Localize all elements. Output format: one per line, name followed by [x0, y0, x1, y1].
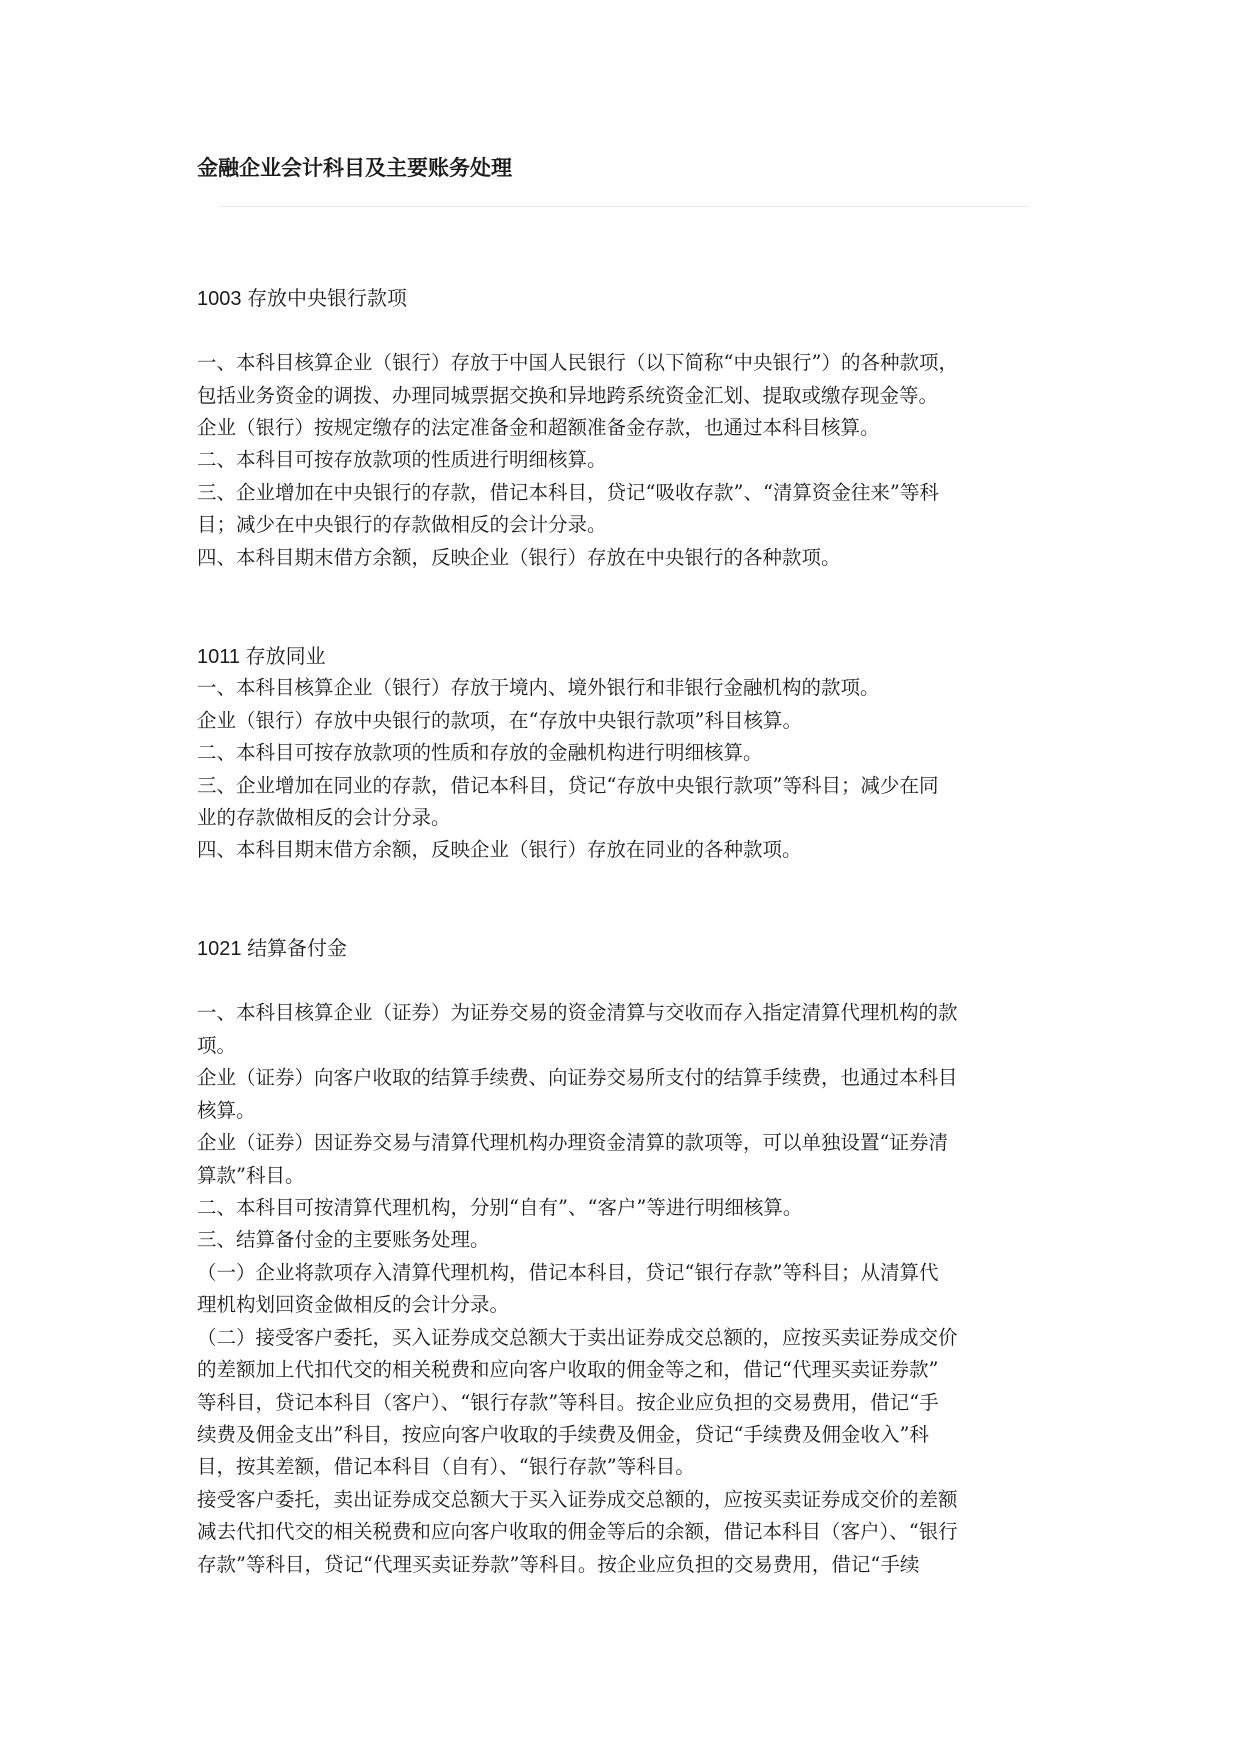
paragraph-line: 的差额加上代扣代交的相关税费和应向客户收取的佣金等之和，借记“代理买卖证券款”: [197, 1358, 939, 1381]
account-code: 1003: [197, 288, 242, 310]
account-code: 1011: [197, 646, 241, 668]
paragraph-line: 一、本科目核算企业（证券）为证券交易的资金清算与交收而存入指定清算代理机构的款: [197, 1001, 958, 1024]
paragraph-line: 等科目，贷记本科目（客户）、“银行存款”等科目。按企业应负担的交易费用，借记“手: [197, 1391, 939, 1414]
paragraph-line: 业的存款做相反的会计分录。: [197, 806, 451, 829]
paragraph-line: 核算。: [197, 1099, 256, 1122]
document-title: 金融企业会计科目及主要账务处理: [197, 156, 512, 180]
paragraph-line: 二、本科目可按清算代理机构，分别“自有”、“客户”等进行明细核算。: [197, 1196, 803, 1219]
section-heading-1011: [197, 640, 326, 673]
paragraph-line: 目，按其差额，借记本科目（自有）、“银行存款”等科目。: [197, 1455, 695, 1478]
paragraph-line: 减去代扣代交的相关税费和应向客户收取的佣金等后的余额，借记本科目（客户）、“银行: [197, 1520, 958, 1543]
paragraph-line: 续费及佣金支出”科目，按应向客户收取的手续费及佣金，贷记“手续费及佣金收入”科: [197, 1423, 929, 1446]
paragraph-line: 三、企业增加在同业的存款，借记本科目，贷记“存放中央银行款项”等科目；减少在同: [197, 774, 939, 797]
account-code: 1021: [197, 938, 242, 960]
paragraph-line: 理机构划回资金做相反的会计分录。: [197, 1293, 510, 1316]
paragraph-line: 四、本科目期末借方余额，反映企业（银行）存放在中央银行的各种款项。: [197, 546, 841, 569]
section-heading-1021: [197, 932, 347, 965]
paragraph-line: 一、本科目核算企业（银行）存放于境内、境外银行和非银行金融机构的款项。: [197, 676, 880, 699]
paragraph-line: （一）企业将款项存入清算代理机构，借记本科目，贷记“银行存款”等科目；从清算代: [197, 1261, 939, 1284]
title-divider: [220, 206, 1028, 207]
paragraph-line: 项。: [197, 1034, 237, 1057]
paragraph-line: 存款”等科目，贷记“代理买卖证券款”等科目。按企业应负担的交易费用，借记“手续: [197, 1553, 920, 1576]
account-name: 存放中央银行款项: [247, 286, 408, 310]
paragraph-line: 算款”科目。: [197, 1164, 305, 1187]
paragraph-line: 二、本科目可按存放款项的性质和存放的金融机构进行明细核算。: [197, 741, 763, 764]
paragraph-line: 四、本科目期末借方余额，反映企业（银行）存放在同业的各种款项。: [197, 838, 802, 861]
section-heading-1003: [197, 282, 407, 315]
paragraph-line: 三、企业增加在中央银行的存款，借记本科目，贷记“吸收存款”、“清算资金往来”等科: [197, 481, 939, 504]
account-name: 结算备付金: [247, 936, 348, 960]
paragraph-line: 企业（证券）因证券交易与清算代理机构办理资金清算的款项等，可以单独设置“证券清: [197, 1131, 948, 1154]
account-name: 存放同业: [245, 644, 326, 668]
paragraph-line: 二、本科目可按存放款项的性质进行明细核算。: [197, 448, 607, 471]
paragraph-line: 目；减少在中央银行的存款做相反的会计分录。: [197, 513, 607, 536]
paragraph-line: 企业（证券）向客户收取的结算手续费、向证券交易所支付的结算手续费，也通过本科目: [197, 1066, 958, 1089]
paragraph-line: 一、本科目核算企业（银行）存放于中国人民银行（以下简称“中央银行”）的各种款项，: [197, 351, 958, 374]
paragraph-line: 企业（银行）存放中央银行的款项，在“存放中央银行款项”科目核算。: [197, 709, 802, 732]
paragraph-line: 接受客户委托，卖出证券成交总额大于买入证券成交总额的，应按买卖证券成交价的差额: [197, 1488, 958, 1511]
paragraph-line: 企业（银行）按规定缴存的法定准备金和超额准备金存款，也通过本科目核算。: [197, 416, 880, 439]
paragraph-line: 包括业务资金的调拨、办理同城票据交换和异地跨系统资金汇划、提取或缴存现金等。: [197, 384, 939, 407]
paragraph-line: 三、结算备付金的主要账务处理。: [197, 1228, 490, 1251]
paragraph-line: （二）接受客户委托，买入证券成交总额大于卖出证券成交总额的，应按买卖证券成交价: [197, 1326, 958, 1349]
